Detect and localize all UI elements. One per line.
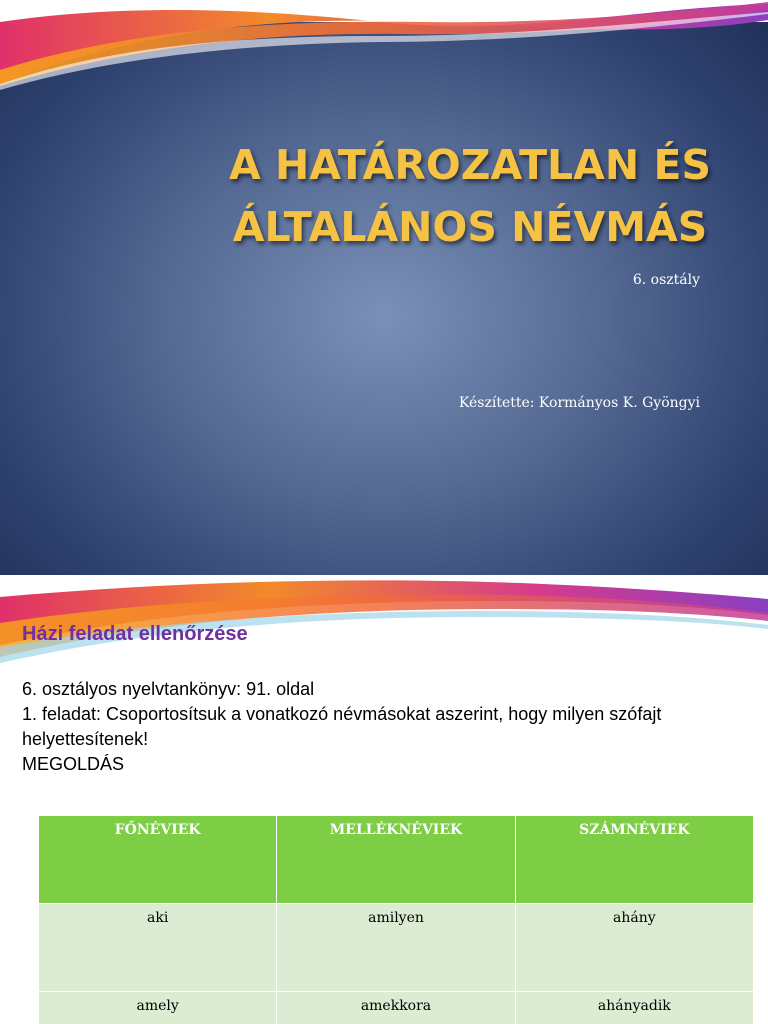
column-header: SZÁMNÉVIEK	[515, 816, 753, 904]
table-cell: ahányadik	[515, 992, 753, 1024]
solution-label: MEGOLDÁS	[22, 754, 125, 774]
column-header: FŐNÉVIEK	[39, 816, 277, 904]
column-header: MELLÉKNÉVIEK	[277, 816, 515, 904]
table-cell: amekkora	[277, 992, 515, 1024]
grade-subtitle: 6. osztály	[632, 272, 700, 288]
table-cell: aki	[39, 904, 277, 992]
table-cell: ahány	[515, 904, 753, 992]
author-credit: Készítette: Kormányos K. Gyöngyi	[458, 395, 700, 411]
slide-heading: Házi feladat ellenőrzése	[22, 623, 248, 645]
slide-title	[190, 134, 750, 258]
table-cell: amely	[39, 992, 277, 1024]
task-instruction: 1. feladat: Csoportosítsuk a vonatkozó névmásokat aszerint, hogy milyen szófajt helyettesítenek!	[22, 704, 662, 749]
table-cell: amilyen	[277, 904, 515, 992]
textbook-reference: 6. osztályos nyelvtankönyv: 91. oldal	[22, 679, 315, 699]
table-row	[39, 904, 754, 992]
title-line-2: ÁLTALÁNOS NÉVMÁS	[232, 203, 708, 251]
task-description	[22, 677, 752, 777]
title-line-1: A HATÁROZATLAN ÉS	[228, 141, 712, 189]
table-row	[39, 992, 754, 1024]
table-header-row	[39, 816, 754, 904]
pronoun-table	[38, 815, 754, 1024]
homework-slide	[0, 575, 768, 1024]
decorative-wave	[0, 0, 768, 110]
